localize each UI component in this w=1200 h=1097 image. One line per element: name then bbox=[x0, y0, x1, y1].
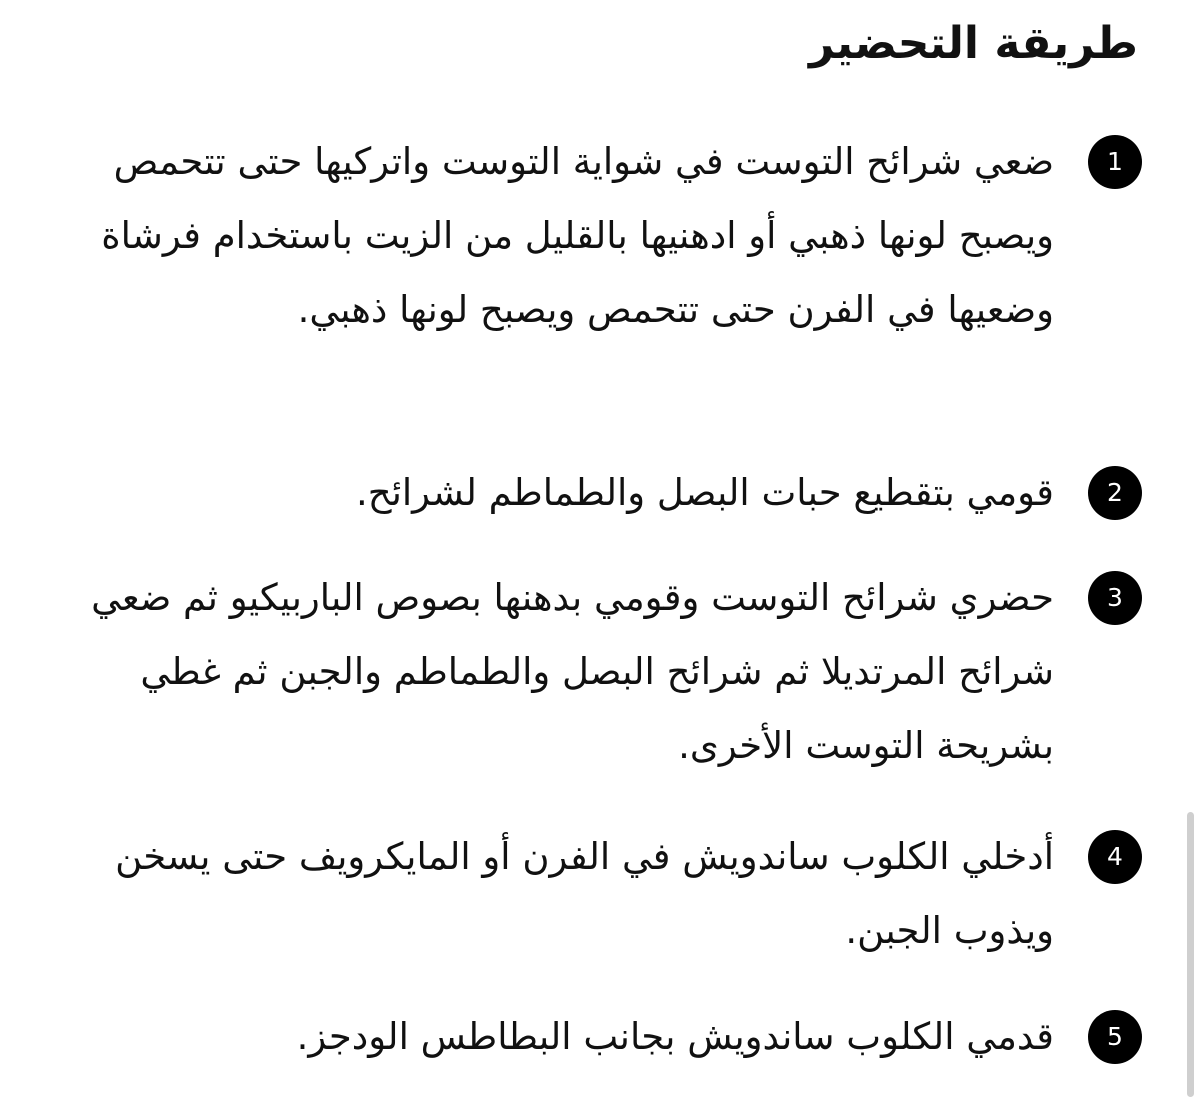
step-text: قومي بتقطيع حبات البصل والطماطم لشرائح. bbox=[355, 471, 1054, 514]
step-number-badge: 1 bbox=[1088, 135, 1142, 189]
list-item-step-5 bbox=[0, 998, 1200, 1058]
step-text: قدمي الكلوب ساندويش بجانب البطاطس الودجز. bbox=[296, 1015, 1054, 1058]
step-number-badge: 5 bbox=[1088, 1010, 1142, 1064]
step-text: ضعي شرائح التوست في شواية التوست واتركيها حتى تتحمص ويصبح لونها ذهبي أو ادهنيها بالقليل من الزيت باستخدام فرشاة وضعيها في الفرن حتى تتحمص ويصبح لونها ذهبي. bbox=[101, 140, 1054, 331]
step-text: حضري شرائح التوست وقومي بدهنها بصوص الباربيكيو ثم ضعي شرائح المرتديلا ثم شرائح البصل والطماطم والجبن ثم غطي بشريحة التوست الأخرى. bbox=[91, 576, 1054, 767]
list-item-step-4 bbox=[0, 818, 1200, 952]
page-title: طريقة التحضير bbox=[809, 18, 1138, 69]
list-item-step-2 bbox=[0, 454, 1200, 514]
list-item-step-3 bbox=[0, 559, 1200, 767]
list-item-step-1 bbox=[0, 122, 1200, 331]
vertical-scrollbar[interactable] bbox=[1187, 812, 1194, 1097]
step-number-badge: 3 bbox=[1088, 571, 1142, 625]
step-number-badge: 4 bbox=[1088, 830, 1142, 884]
step-number-badge: 2 bbox=[1088, 466, 1142, 520]
step-text: أدخلي الكلوب ساندويش في الفرن أو المايكرويف حتى يسخن ويذوب الجبن. bbox=[115, 835, 1054, 952]
